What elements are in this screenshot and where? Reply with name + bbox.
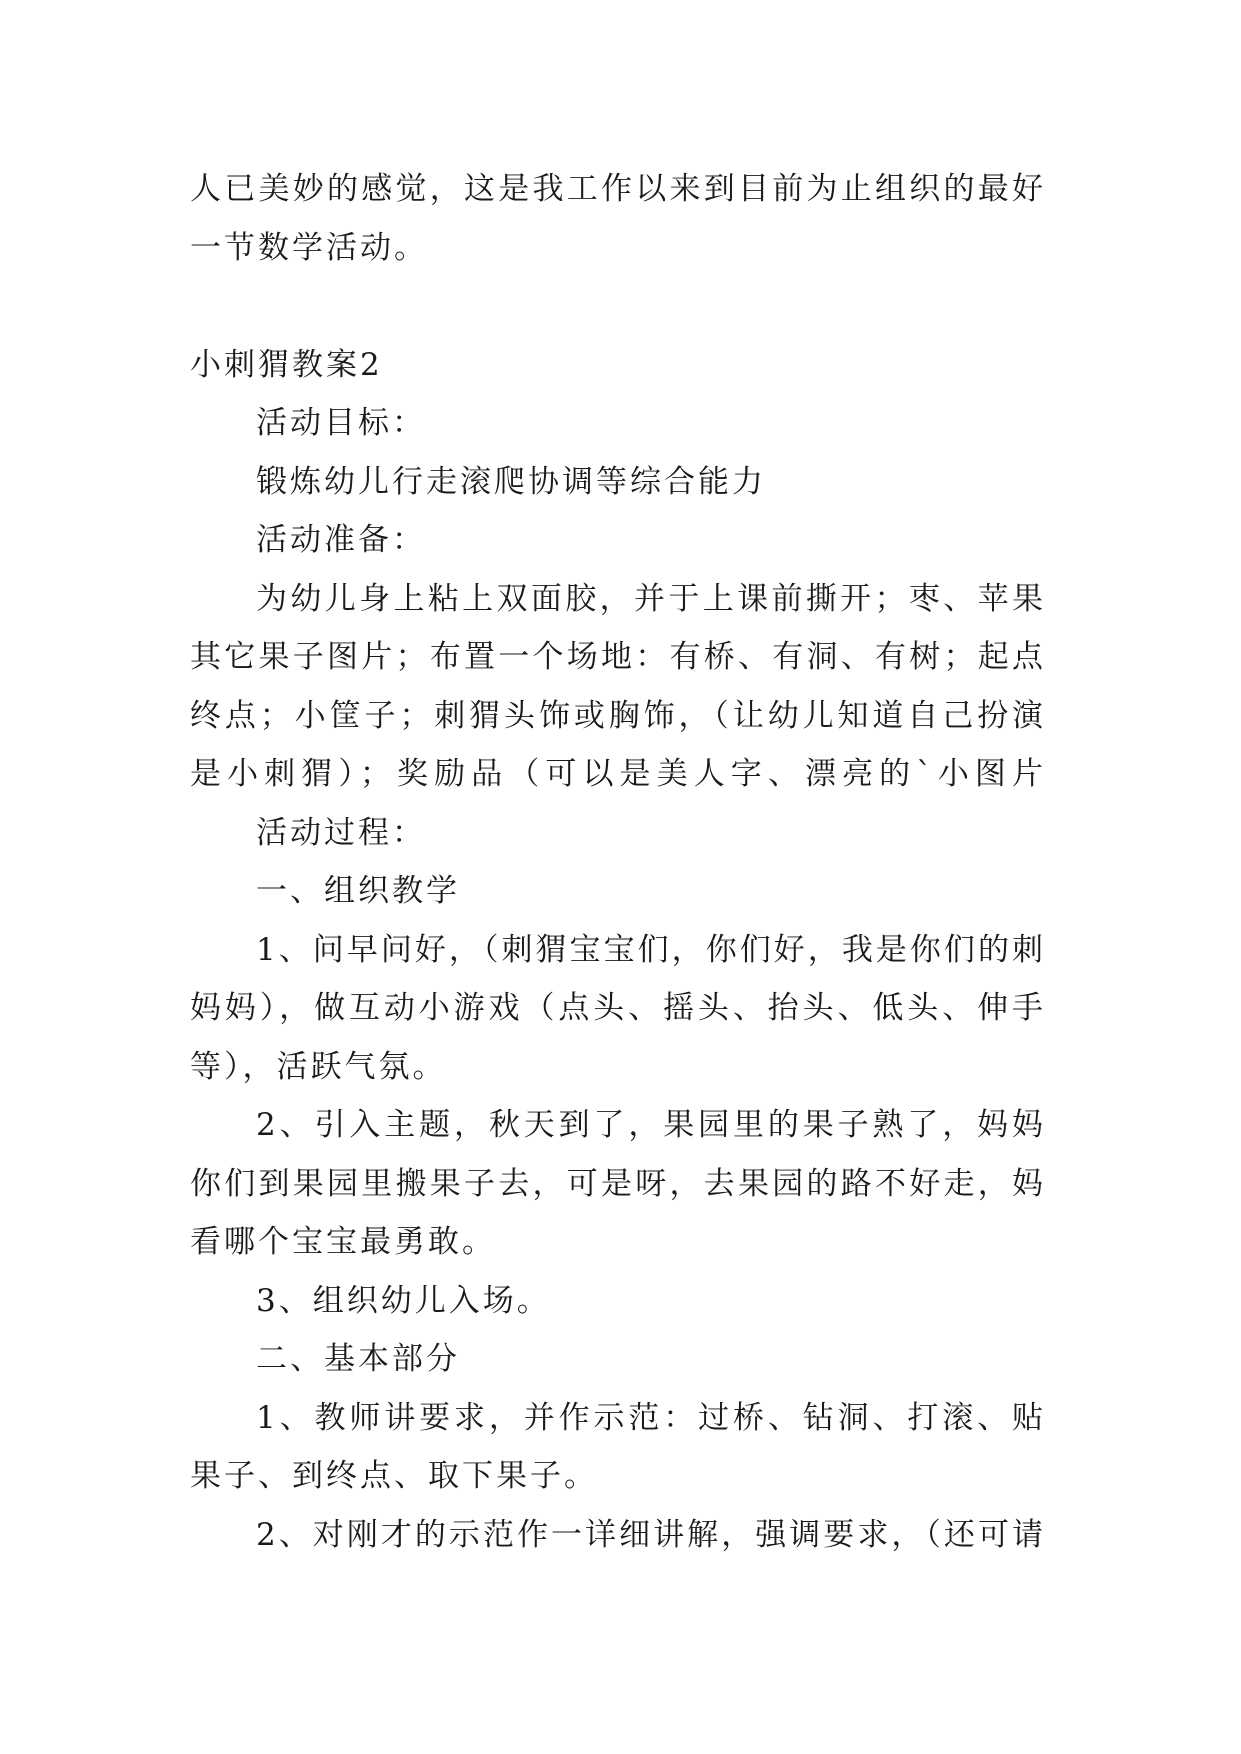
document-body [190,160,1046,1564]
subheading: 活动过程： [256,814,426,851]
paragraph-line: 果子、到终点、取下果子。 [190,1458,598,1494]
subheading: 一、组织教学 [256,873,460,909]
paragraph-line: 终点；小筐子；刺猬头饰或胸饰，（让幼儿知道自己扮演 [190,697,1046,734]
paragraph-line: 锻炼幼儿行走滚爬协调等综合能力 [256,463,766,500]
paragraph-line: 为幼儿身上粘上双面胶，并于上课前撕开；枣、苹果 [256,580,1046,617]
paragraph-line: 一节数学活动。 [190,229,428,266]
paragraph-line: 你们到果园里搬果子去，可是呀，去果园的路不好走，妈 [190,1165,1046,1202]
paragraph-line: 人已美妙的感觉，这是我工作以来到目前为止组织的最好 [190,171,1046,207]
subheading: 活动目标： [256,405,426,441]
paragraph-line: 等），活跃气氛。 [190,1048,447,1085]
paragraph-line: 其它果子图片；布置一个场地：有桥、有洞、有树；起点 [190,639,1046,675]
paragraph-line: 妈妈），做互动小游戏（点头、摇头、抬头、低头、伸手 [190,990,1046,1026]
paragraph-line: 3、组织幼儿入场。 [256,1282,551,1319]
section-title: 小刺猬教案2 [190,346,383,383]
paragraph-line: 2、对刚才的示范作一详细讲解，强调要求，（还可请 [256,1516,1046,1553]
paragraph-line: 1、教师讲要求，并作示范：过桥、钻洞、打滚、贴 [256,1399,1046,1436]
paragraph-line: 1、问早问好，（刺猬宝宝们，你们好，我是你们的刺 [256,931,1046,968]
paragraph-line: 2、引入主题，秋天到了，果园里的果子熟了，妈妈 [256,1107,1046,1143]
blank-line [190,277,1046,336]
subheading: 活动准备： [256,522,426,558]
subheading: 二、基本部分 [256,1341,460,1377]
paragraph-line: 是小刺猬）；奖励品（可以是美人字、漂亮的`小图片 [190,756,1046,792]
paragraph-line: 看哪个宝宝最勇敢。 [190,1224,496,1260]
